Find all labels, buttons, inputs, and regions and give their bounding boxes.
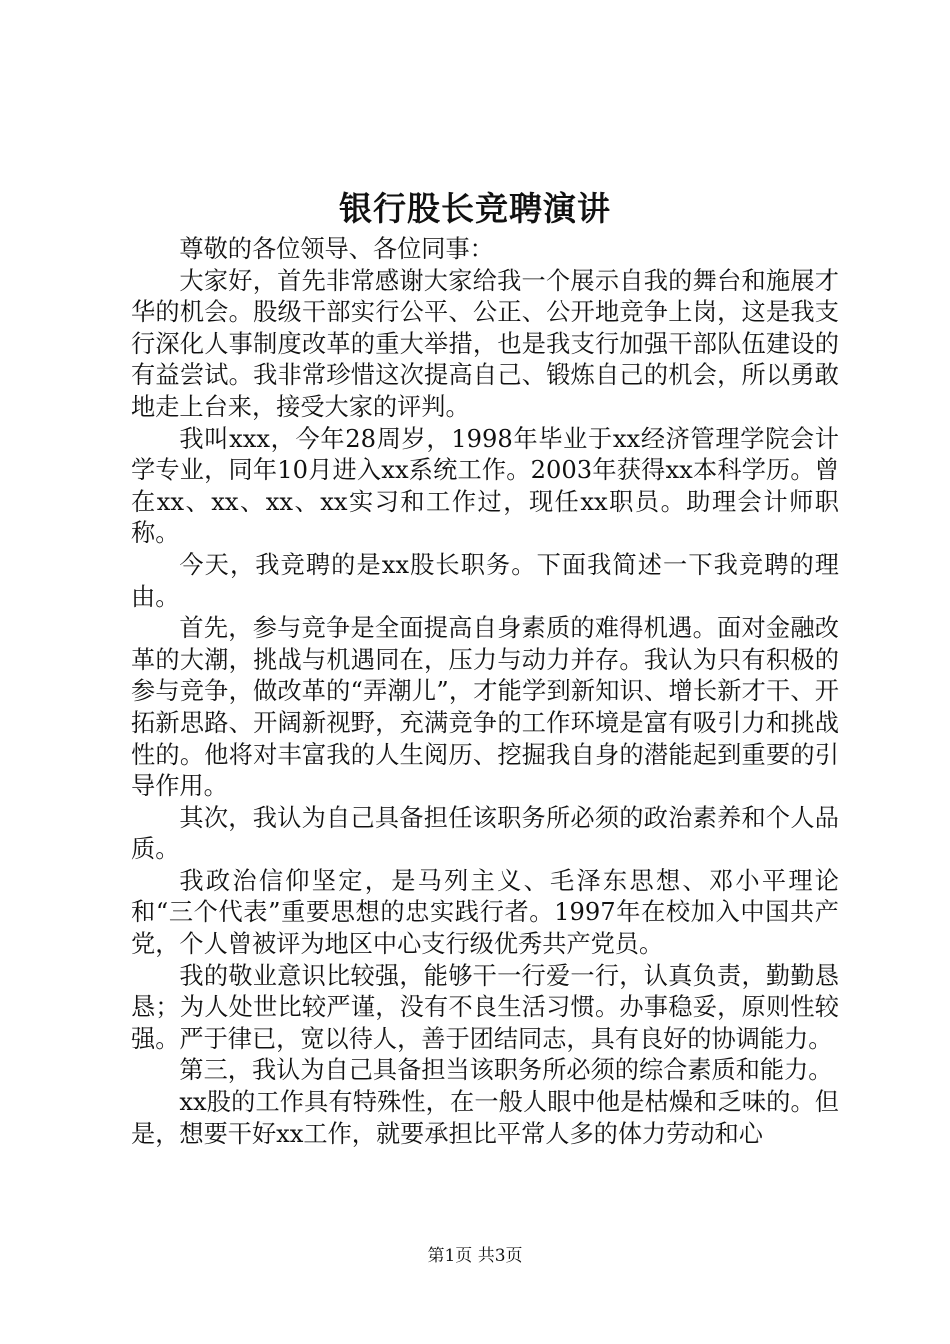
paragraph-reason-second: 其次，我认为自己具备担任该职务所必须的政治素养和个人品质。 xyxy=(131,803,839,864)
paragraph-dedication: 我的敬业意识比较强，能够干一行爱一行，认真负责，勤勤恳恳；为人处世比较严谨，没有不良生活习惯。办事稳妥，原则性较强。严于律已，宽以待人，善于团结同志，具有良好的协调能力。 xyxy=(131,961,839,1053)
paragraph-position: 今天，我竞聘的是xx股长职务。下面我简述一下我竞聘的理由。 xyxy=(131,550,839,611)
paragraph-greeting: 大家好，首先非常感谢大家给我一个展示自我的舞台和施展才华的机会。股级干部实行公平、公正、公开地竞争上岗，这是我支行深化人事制度改革的重大举措，也是我支行加强干部队伍建设的有益尝试。我非常珍惜这次提高自己、锻炼自己的机会，所以勇敢地走上台来，接受大家的评判。 xyxy=(131,266,839,421)
page-number: 第1页 共3页 xyxy=(427,1246,523,1266)
paragraph-political: 我政治信仰坚定，是马列主义、毛泽东思想、邓小平理论和“三个代表”重要思想的忠实践行者。1997年在校加入中国共产党，个人曾被评为地区中心支行级优秀共产党员。 xyxy=(131,866,839,959)
paragraph-salutation: 尊敬的各位领导、各位同事： xyxy=(179,235,494,263)
document-body xyxy=(131,234,839,1150)
paragraph-work-nature: xx股的工作具有特殊性，在一般人眼中他是枯燥和乏味的。但是，想要干好xx工作，就要承担比平常人多的体力劳动和心 xyxy=(131,1088,839,1148)
paragraph-reason-third: 第三，我认为自己具备担当该职务所必须的综合素质和能力。 xyxy=(179,1056,833,1085)
document-title: 银行股长竞聘演讲 xyxy=(339,189,611,228)
paragraph-self-introduction: 我叫xxx，今年28周岁，1998年毕业于xx经济管理学院会计学专业，同年10月进入xx系统工作。2003年获得xx本科学历。曾在xx、xx、xx、xx实习和工作过，现任xx职员。助理会计师职称。 xyxy=(131,424,839,548)
paragraph-reason-first: 首先，参与竞争是全面提高自身素质的难得机遇。面对金融改革的大潮，挑战与机遇同在，压力与动力并存。我认为只有积极的参与竞争，做改革的“弄潮儿”，才能学到新知识、增长新才干、开拓新思路、开阔新视野，充满竞争的工作环境是富有吸引力和挑战性的。他将对丰富我的人生阅历、挖掘我自身的潜能起到重要的引导作用。 xyxy=(131,614,839,801)
